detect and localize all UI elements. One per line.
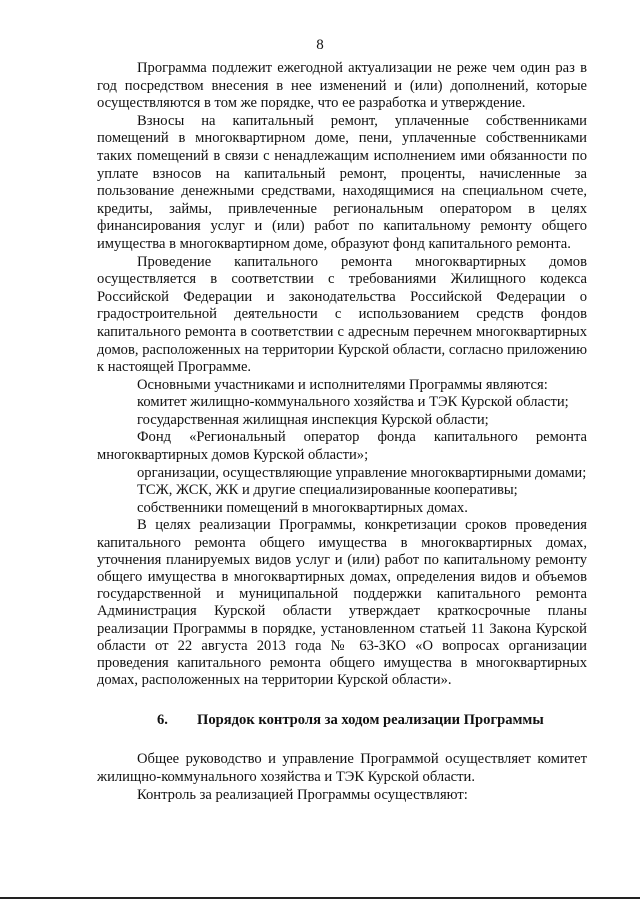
section-number: 6. (157, 712, 168, 729)
section-heading (97, 711, 587, 729)
document-body (97, 60, 587, 804)
paragraph-control-intro: Контроль за реализацией Программы осуществляют: (137, 786, 468, 803)
paragraph-repair-conduct: Проведение капитального ремонта многоквартирных домов осуществляется в соответствии с требованиями Жилищного кодекса Российской Федерации и законодательства Российской Федерации о градостроительной деятельности с использованием средств фондов капитального ремонта в соответствии с адресным перечнем многоквартирных домов, расположенных на территории Курской области, согласно приложению к настоящей Программе. (97, 253, 587, 376)
paragraph-short-term-plans: В целях реализации Программы, конкретизации сроков проведения капитального ремонта общего имущества в многоквартирных домах, уточнения планируемых видов услуг и (или) работ по капитальному ремонту общего имущества в многоквартирных домах, определения видов и объемов государственной и муниципальной поддержки капитального ремонта Администрация Курской области утверждает краткосрочные планы реализации Программы в порядке, установленном статьей 11 Закона Курской области от 22 августа 2013 года № 63-ЗКО «О вопросах организации проведения капитального ремонта общего имущества в многоквартирных домах, расположенных на территории Курской области». (97, 517, 587, 689)
paragraph-general-management: Общее руководство и управление Программой осуществляет комитет жилищно-коммунального хозяйства и ТЭК Курской области. (97, 751, 587, 786)
list-item-participant: собственники помещений в многоквартирных домах. (137, 499, 468, 516)
paragraph-participants-intro: Основными участниками и исполнителями Программы являются: (137, 376, 548, 393)
list-item-participant: Фонд «Региональный оператор фонда капитального ремонта многоквартирных домов Курской области»; (97, 429, 587, 464)
list-item-participant: ТСЖ, ЖСК, ЖК и другие специализированные кооперативы; (137, 482, 518, 499)
list-item-participant: комитет жилищно-коммунального хозяйства и ТЭК Курской области; (137, 394, 569, 411)
section-title: Порядок контроля за ходом реализации Программы (197, 712, 544, 729)
paragraph-contributions: Взносы на капитальный ремонт, уплаченные собственниками помещений в многоквартирном доме, пени, уплаченные собственниками таких помещений в связи с ненадлежащим исполнением ими обязанности по уплате взносов на капитальный ремонт, проценты, начисленные за пользование денежными средствами, находящимися на специальном счете, кредиты, займы, привлеченные региональным оператором в целях финансирования услуг и (или) работ по капитальному ремонту общего имущества в многоквартирном доме, образуют фонд капитального ремонта. (97, 112, 587, 252)
paragraph-actualization: Программа подлежит ежегодной актуализации не реже чем один раз в год посредством внесения в нее изменений и (или) дополнений, которые осуществляются в том же порядке, что ее разработка и утверждение. (97, 60, 587, 112)
list-item-participant: организации, осуществляющие управление многоквартирными домами; (137, 464, 587, 481)
page-number: 8 (316, 37, 324, 53)
list-item-participant: государственная жилищная инспекция Курской области; (137, 411, 489, 428)
page-bottom-edge (0, 897, 640, 899)
